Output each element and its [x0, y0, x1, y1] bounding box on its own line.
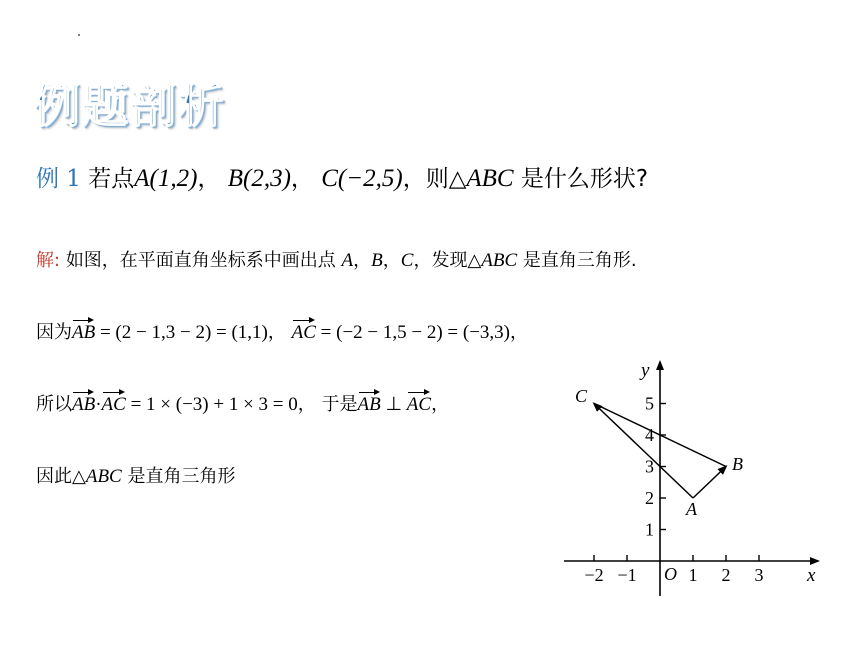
- step-dot-product: [36, 390, 449, 416]
- step3-lead: 因此: [36, 466, 72, 487]
- comma-1: ，: [353, 250, 372, 271]
- vector-ac: AC: [292, 318, 316, 344]
- vector-ac-arrow: [594, 404, 693, 499]
- y-tick-label: 2: [645, 488, 654, 508]
- triangle-symbol: △: [467, 250, 482, 271]
- point-b-label: B: [732, 454, 743, 474]
- x-tick-label: 1: [688, 565, 698, 585]
- step1-lead: 因为: [36, 322, 72, 343]
- point-b-coord: B(2,3): [227, 165, 291, 192]
- point-c: C: [400, 250, 414, 271]
- slide-title: 例题剖析: [34, 79, 226, 133]
- x-tick-label: −1: [617, 565, 637, 585]
- x-tick-label: −2: [584, 565, 604, 585]
- coordinate-graph: [556, 352, 831, 602]
- solution-text-3: 是直角三角形: [522, 250, 631, 271]
- example-question: [36, 160, 648, 193]
- point-a-label: A: [686, 499, 697, 519]
- step1-sep: ，: [267, 322, 286, 343]
- example-tag: 例 1: [36, 166, 81, 192]
- axis-tick-labels: [584, 394, 763, 586]
- triangle-name: ABC: [481, 250, 518, 271]
- dot-operator: ·: [95, 394, 102, 415]
- point-c-label: C: [575, 386, 588, 406]
- comma-2: ，: [382, 250, 401, 271]
- triangle-symbol: △: [448, 166, 467, 192]
- sep-2: ，: [290, 166, 314, 192]
- point-c-coord: C(−2,5): [321, 165, 403, 192]
- step3-tail: 是直角三角形: [127, 466, 236, 487]
- solution-text-2: ，发现: [413, 250, 468, 271]
- y-axis-label: y: [641, 360, 650, 381]
- solution-line: [36, 246, 637, 272]
- y-tick-label: 1: [645, 519, 654, 540]
- y-tick-label: 4: [645, 425, 654, 445]
- vector-ab: AB: [72, 390, 95, 416]
- point-a: A: [341, 250, 354, 271]
- vector-ab-eq: = (2 − 1,3 − 2) = (1,1): [95, 322, 268, 343]
- sep-1: ，: [197, 166, 221, 192]
- triangle-name: ABC: [85, 466, 122, 487]
- y-tick-label: 5: [645, 393, 654, 414]
- origin-label: O: [664, 564, 677, 584]
- x-tick-label: 3: [754, 565, 764, 585]
- x-axis-label: x: [807, 565, 816, 586]
- solution-label: 解:: [36, 250, 61, 271]
- step2-sep: ，: [297, 394, 316, 415]
- decorative-dot: [78, 34, 80, 36]
- triangle-symbol: △: [72, 466, 86, 487]
- step-conclusion: [36, 462, 235, 488]
- step2-end: ，: [431, 394, 450, 415]
- vector-ab: AB: [72, 318, 95, 344]
- vector-ab: AB: [358, 390, 381, 416]
- vector-ac: AC: [102, 390, 126, 416]
- example-text-2: ，则: [402, 166, 449, 192]
- vector-ab-arrow: [693, 467, 726, 499]
- step-vectors: [36, 318, 528, 344]
- step2-mid: 于是: [321, 394, 358, 415]
- y-tick-label: 3: [645, 456, 654, 477]
- solution-text-4: .: [630, 250, 637, 271]
- step1-end: ，: [510, 322, 529, 343]
- point-a-coord: A(1,2): [134, 165, 198, 192]
- example-text-1: 若点: [88, 166, 135, 192]
- point-b: B: [371, 250, 383, 271]
- vector-ac-eq: = (−2 − 1,5 − 2) = (−3,3): [315, 322, 511, 343]
- vector-ac: AC: [407, 390, 431, 416]
- dot-product-eq: = 1 × (−3) + 1 × 3 = 0: [125, 394, 298, 415]
- perpendicular-symbol: ⊥: [380, 394, 407, 415]
- x-tick-label: 2: [721, 565, 731, 585]
- step2-lead: 所以: [36, 394, 72, 415]
- solution-text-1: 如图，在平面直角坐标系中画出点: [65, 250, 336, 271]
- triangle-name: ABC: [466, 165, 514, 192]
- example-text-3: 是什么形状?: [520, 166, 649, 192]
